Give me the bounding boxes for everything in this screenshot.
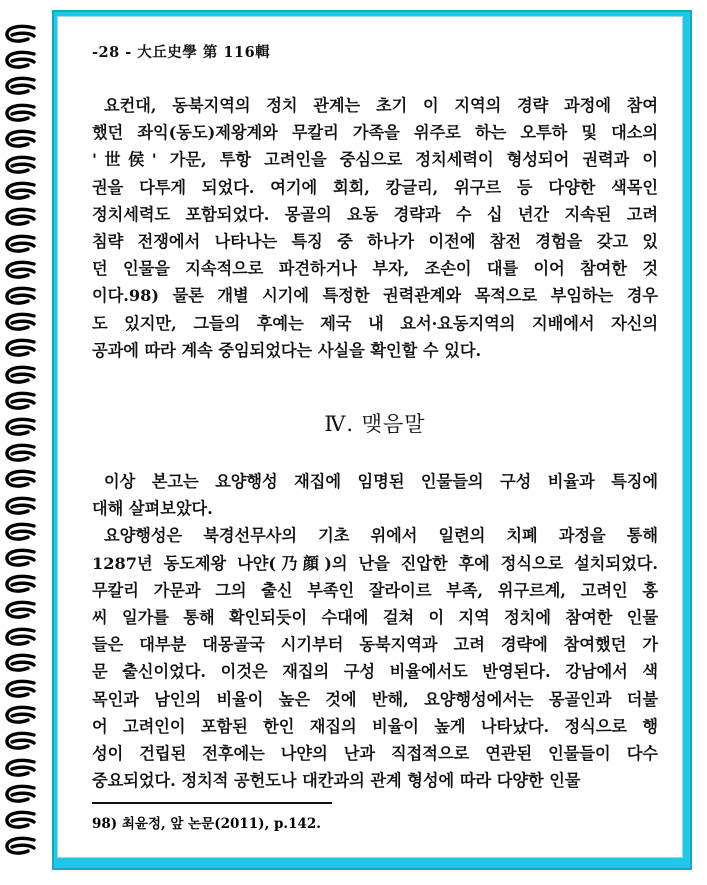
binding-coil-icon xyxy=(4,522,38,544)
paragraph-3 xyxy=(92,522,658,794)
binding-coil-icon xyxy=(4,312,38,334)
binding-coil-icon xyxy=(4,50,38,72)
text-line: 성이 건립된 전후에는 나얀의 난과 직접적으로 연관된 인물들이 다수 xyxy=(92,744,658,764)
binding-coil-icon xyxy=(4,758,38,780)
text-line: 침략 전쟁에서 나타나는 특징 중 하나가 이전에 참전 경험을 갖고 있 xyxy=(92,232,658,252)
text-line: 씨 일가를 통해 확인되듯이 수대에 걸쳐 이 지역 정치에 참여한 인물 xyxy=(92,608,658,628)
binding-coil-icon xyxy=(4,548,38,570)
text-line: 목인과 남인의 비율이 높은 것에 반해, 요양행성에서는 몽골인과 더불 xyxy=(92,689,658,709)
text-line: 중요되었다. 정치적 공헌도나 대칸과의 관계 형성에 따라 다양한 인물 xyxy=(92,771,581,791)
text-line: 요컨대, 동북지역의 정치 관계는 초기 이 지역의 경략 과정에 참여 xyxy=(104,96,658,115)
binding-coil-icon xyxy=(4,391,38,413)
binding-coil-icon xyxy=(4,234,38,256)
binding-coil-icon xyxy=(4,155,38,177)
binding-coil-icon xyxy=(4,679,38,701)
binding-coil-icon xyxy=(4,810,38,832)
text-line: 대해 살펴보았다. xyxy=(92,499,213,519)
binding-coil-icon xyxy=(4,338,38,360)
text-line: 무칼리 가문과 그의 출신 부족인 잘라이르 부족, 위구르계, 고려인 홍 xyxy=(92,580,658,600)
binding-coil-icon xyxy=(4,574,38,596)
binding-coil-icon xyxy=(4,365,38,387)
binding-coil-icon xyxy=(4,286,38,308)
binding-coil-icon xyxy=(4,705,38,727)
text-line: 정치세력도 포함되었다. 몽골의 요동 경략과 수 십 년간 지속된 고려 xyxy=(92,204,658,224)
binding-coil-icon xyxy=(4,260,38,282)
binding-coil-icon xyxy=(4,653,38,675)
binding-coil-icon xyxy=(4,129,38,151)
text-line: 요양행성은 북경선무사의 기초 위에서 일련의 치폐 과정을 통해 xyxy=(104,526,658,546)
footnote-divider xyxy=(92,802,332,804)
paragraph-2 xyxy=(92,468,658,522)
binding-coil-icon xyxy=(4,24,38,46)
binding-coil-icon xyxy=(4,627,38,649)
section-heading: Ⅳ. 맺음말 xyxy=(324,412,426,437)
text-line: 했던 좌익(동도)제왕계와 무칼리 가족을 위주로 하는 오투하 및 대소의 xyxy=(92,123,658,143)
text-line: 공과에 따라 계속 중임되었다는 사실을 확인할 수 있다. xyxy=(92,340,482,360)
text-line: 도 있지만, 그들의 후예는 제국 내 요서·요동지역의 지배에서 자신의 xyxy=(92,313,658,333)
binding-coil-icon xyxy=(4,496,38,518)
page-content xyxy=(92,41,658,794)
binding-coil-icon xyxy=(4,443,38,465)
binding-coil-icon xyxy=(4,76,38,98)
text-line: '世侯' 가문, 투항 고려인을 중심으로 정치세력이 형성되어 권력과 이 xyxy=(92,150,658,170)
binding-coil-icon xyxy=(4,207,38,229)
binding-coil-icon xyxy=(4,600,38,622)
running-header: -28 - 大丘史學 第 116輯 xyxy=(92,44,271,61)
text-line: 던 인물을 지속적으로 파견하거나 부자, 조손이 대를 이어 참여한 것 xyxy=(92,259,658,279)
footnote: 98) 최윤정, 앞 논문(2011), p.142. xyxy=(92,816,321,832)
spiral-binding xyxy=(0,24,48,864)
binding-coil-icon xyxy=(4,417,38,439)
text-line: 1287년 동도제왕 나얀(乃顔)의 난을 진압한 후에 정식으로 설치되었다. xyxy=(92,553,658,573)
binding-coil-icon xyxy=(4,731,38,753)
text-line: 문 출신이었다. 이것은 재집의 구성 비율에서도 반영된다. 강남에서 색 xyxy=(92,662,658,682)
binding-coil-icon xyxy=(4,103,38,125)
text-line: 어 고려인이 포함된 한인 재집의 비율이 높게 나타났다. 정식으로 행 xyxy=(92,716,658,736)
text-line: 권을 다투게 되었다. 여기에 회회, 캉글리, 위구르 등 다양한 색목인 xyxy=(92,177,658,197)
text-line: 이상 본고는 요양행성 재집에 임명된 인물들의 구성 비율과 특징에 xyxy=(104,472,658,492)
binding-coil-icon xyxy=(4,181,38,203)
text-line: 이다.98) 물론 개별 시기에 특정한 권력관계와 목적으로 부임하는 경우 xyxy=(92,286,658,306)
binding-coil-icon xyxy=(4,836,38,858)
text-line: 들은 대부분 대몽골국 시기부터 동북지역과 고려 경략에 참여했던 가 xyxy=(92,635,658,655)
binding-coil-icon xyxy=(4,784,38,806)
document-page xyxy=(57,16,683,858)
paragraph-1 xyxy=(92,92,658,364)
binding-coil-icon xyxy=(4,469,38,491)
